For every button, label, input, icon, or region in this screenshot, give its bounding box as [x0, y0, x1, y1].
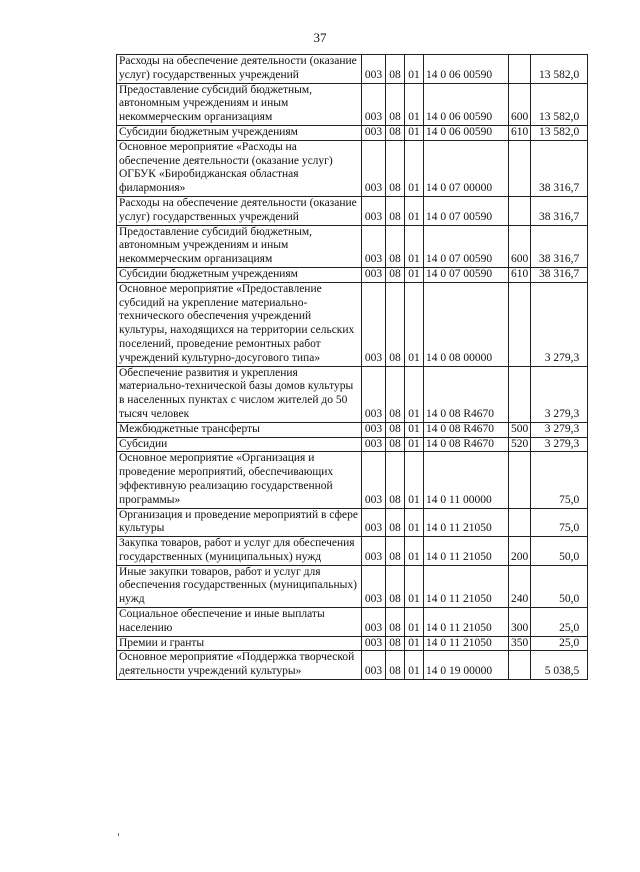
row-name-cell: Закупка товаров, работ и услуг для обеспечения государственных (муниципальных) нужд	[117, 537, 362, 566]
table-row	[117, 83, 588, 125]
target-article-cell: 14 0 19 00000	[424, 651, 509, 680]
expense-kind-cell	[509, 508, 531, 537]
row-name-cell: Иные закупки товаров, работ и услуг для обеспечения государственных (муниципальных) нужд	[117, 565, 362, 607]
subsection-cell: 01	[405, 565, 424, 607]
row-name-cell: Расходы на обеспечение деятельности (оказание услуг) государственных учреждений	[117, 55, 362, 84]
section-cell: 08	[386, 508, 405, 537]
amount-value: 3 279,3	[544, 407, 580, 420]
table-row	[117, 196, 588, 225]
amount-cell	[531, 651, 588, 680]
amount-cell	[531, 225, 588, 267]
table-row	[117, 565, 588, 607]
target-article-cell: 14 0 07 00000	[424, 140, 509, 196]
row-name-cell: Предоставление субсидий бюджетным, автономным учреждениям и иным некоммерческим организациям	[117, 83, 362, 125]
budget-table	[116, 54, 588, 680]
ministry-code-cell: 003	[362, 608, 386, 637]
row-name-cell: Субсидии бюджетным учреждениям	[117, 125, 362, 140]
amount-value: 3 279,3	[544, 422, 580, 435]
expense-kind-cell	[509, 452, 531, 508]
section-cell: 08	[386, 636, 405, 651]
page-number: 37	[313, 30, 327, 45]
amount-value: 3 279,3	[544, 351, 580, 364]
section-cell: 08	[386, 267, 405, 282]
row-name-cell: Предоставление субсидий бюджетным, автономным учреждениям и иным некоммерческим организациям	[117, 225, 362, 267]
amount-cell	[531, 55, 588, 84]
target-article-cell: 14 0 06 00590	[424, 125, 509, 140]
section-cell: 08	[386, 140, 405, 196]
amount-value: 38 316,7	[539, 210, 580, 223]
amount-value: 5 038,5	[544, 665, 580, 678]
table-row	[117, 125, 588, 140]
target-article-cell: 14 0 11 21050	[424, 565, 509, 607]
amount-cell	[531, 196, 588, 225]
subsection-cell: 01	[405, 437, 424, 452]
row-name-cell: Межбюджетные трансферты	[117, 422, 362, 437]
section-cell: 08	[386, 55, 405, 84]
ministry-code-cell: 003	[362, 422, 386, 437]
subsection-cell: 01	[405, 140, 424, 196]
expense-kind-cell	[509, 651, 531, 680]
row-name-cell: Премии и гранты	[117, 636, 362, 651]
amount-cell	[531, 508, 588, 537]
section-cell: 08	[386, 196, 405, 225]
target-article-cell: 14 0 08 R4670	[424, 422, 509, 437]
section-cell: 08	[386, 125, 405, 140]
row-name-cell: Организация и проведение мероприятий в сфере культуры	[117, 508, 362, 537]
subsection-cell: 01	[405, 651, 424, 680]
amount-cell	[531, 267, 588, 282]
scan-mark	[118, 833, 119, 836]
row-name-cell: Обеспечение развития и укрепления материально-технической базы домов культуры в населенных пунктах с числом жителей до 50 тысяч человек	[117, 366, 362, 422]
amount-value: 25,0	[559, 636, 580, 649]
amount-value: 13 582,0	[539, 68, 580, 81]
section-cell: 08	[386, 83, 405, 125]
subsection-cell: 01	[405, 537, 424, 566]
amount-cell	[531, 537, 588, 566]
subsection-cell: 01	[405, 422, 424, 437]
row-name-cell: Основное мероприятие «Предоставление субсидий на укрепление материально-технического обеспечения учреждений культуры, находящихся на территории сельских поселений, проведение ремонтных работ учреждений культурно-досугового типа»	[117, 282, 362, 366]
table-row	[117, 140, 588, 196]
amount-cell	[531, 437, 588, 452]
subsection-cell: 01	[405, 55, 424, 84]
row-name-cell: Расходы на обеспечение деятельности (оказание услуг) государственных учреждений	[117, 196, 362, 225]
table-row	[117, 267, 588, 282]
section-cell: 08	[386, 225, 405, 267]
target-article-cell: 14 0 06 00590	[424, 83, 509, 125]
section-cell: 08	[386, 537, 405, 566]
table-row	[117, 608, 588, 637]
target-article-cell: 14 0 08 R4670	[424, 437, 509, 452]
ministry-code-cell: 003	[362, 366, 386, 422]
expense-kind-cell: 520	[509, 437, 531, 452]
ministry-code-cell: 003	[362, 537, 386, 566]
section-cell: 08	[386, 651, 405, 680]
ministry-code-cell: 003	[362, 651, 386, 680]
amount-cell	[531, 282, 588, 366]
expense-kind-cell	[509, 140, 531, 196]
subsection-cell: 01	[405, 608, 424, 637]
target-article-cell: 14 0 11 21050	[424, 537, 509, 566]
ministry-code-cell: 003	[362, 267, 386, 282]
ministry-code-cell: 003	[362, 55, 386, 84]
ministry-code-cell: 003	[362, 565, 386, 607]
table-row	[117, 437, 588, 452]
budget-table-body	[117, 55, 588, 680]
section-cell: 08	[386, 282, 405, 366]
row-name-cell: Основное мероприятие «Расходы на обеспечение деятельности (оказание услуг) ОГБУК «Биробиджанская областная филармония»	[117, 140, 362, 196]
amount-value: 38 316,7	[539, 182, 580, 195]
amount-cell	[531, 452, 588, 508]
amount-cell	[531, 366, 588, 422]
ministry-code-cell: 003	[362, 636, 386, 651]
row-name-cell: Субсидии бюджетным учреждениям	[117, 267, 362, 282]
section-cell: 08	[386, 452, 405, 508]
expense-kind-cell: 500	[509, 422, 531, 437]
subsection-cell: 01	[405, 196, 424, 225]
target-article-cell: 14 0 11 00000	[424, 452, 509, 508]
subsection-cell: 01	[405, 267, 424, 282]
amount-value: 75,0	[559, 522, 580, 535]
ministry-code-cell: 003	[362, 225, 386, 267]
expense-kind-cell	[509, 196, 531, 225]
table-row	[117, 225, 588, 267]
subsection-cell: 01	[405, 366, 424, 422]
expense-kind-cell: 610	[509, 125, 531, 140]
section-cell: 08	[386, 366, 405, 422]
amount-value: 13 582,0	[539, 111, 580, 124]
ministry-code-cell: 003	[362, 83, 386, 125]
subsection-cell: 01	[405, 125, 424, 140]
row-name-cell: Основное мероприятие «Поддержка творческой деятельности учреждений культуры»	[117, 651, 362, 680]
subsection-cell: 01	[405, 636, 424, 651]
target-article-cell: 14 0 08 R4670	[424, 366, 509, 422]
ministry-code-cell: 003	[362, 282, 386, 366]
table-row	[117, 422, 588, 437]
table-row	[117, 55, 588, 84]
row-name-cell: Субсидии	[117, 437, 362, 452]
ministry-code-cell: 003	[362, 508, 386, 537]
expense-kind-cell	[509, 282, 531, 366]
table-row	[117, 537, 588, 566]
target-article-cell: 14 0 08 00000	[424, 282, 509, 366]
expense-kind-cell: 600	[509, 83, 531, 125]
amount-cell	[531, 125, 588, 140]
expense-kind-cell: 610	[509, 267, 531, 282]
ministry-code-cell: 003	[362, 140, 386, 196]
amount-cell	[531, 565, 588, 607]
ministry-code-cell: 003	[362, 437, 386, 452]
table-row	[117, 282, 588, 366]
target-article-cell: 14 0 06 00590	[424, 55, 509, 84]
amount-cell	[531, 83, 588, 125]
amount-value: 13 582,0	[539, 125, 580, 138]
expense-kind-cell: 300	[509, 608, 531, 637]
amount-cell	[531, 636, 588, 651]
row-name-cell: Социальное обеспечение и иные выплаты населению	[117, 608, 362, 637]
target-article-cell: 14 0 11 21050	[424, 636, 509, 651]
amount-value: 38 316,7	[539, 253, 580, 266]
subsection-cell: 01	[405, 83, 424, 125]
amount-cell	[531, 608, 588, 637]
section-cell: 08	[386, 565, 405, 607]
expense-kind-cell: 200	[509, 537, 531, 566]
target-article-cell: 14 0 07 00590	[424, 225, 509, 267]
ministry-code-cell: 003	[362, 452, 386, 508]
table-row	[117, 636, 588, 651]
expense-kind-cell: 350	[509, 636, 531, 651]
table-row	[117, 651, 588, 680]
amount-value: 25,0	[559, 621, 580, 634]
table-row	[117, 452, 588, 508]
section-cell: 08	[386, 437, 405, 452]
amount-value: 3 279,3	[544, 437, 580, 450]
section-cell: 08	[386, 422, 405, 437]
target-article-cell: 14 0 07 00590	[424, 267, 509, 282]
expense-kind-cell: 240	[509, 565, 531, 607]
target-article-cell: 14 0 07 00590	[424, 196, 509, 225]
subsection-cell: 01	[405, 225, 424, 267]
expense-kind-cell: 600	[509, 225, 531, 267]
target-article-cell: 14 0 11 21050	[424, 608, 509, 637]
table-row	[117, 508, 588, 537]
amount-cell	[531, 140, 588, 196]
amount-cell	[531, 422, 588, 437]
expense-kind-cell	[509, 366, 531, 422]
ministry-code-cell: 003	[362, 125, 386, 140]
section-cell: 08	[386, 608, 405, 637]
row-name-cell: Основное мероприятие «Организация и проведение мероприятий, обеспечивающих эффективную реализацию государственной программы»	[117, 452, 362, 508]
amount-value: 50,0	[559, 593, 580, 606]
table-row	[117, 366, 588, 422]
ministry-code-cell: 003	[362, 196, 386, 225]
expense-kind-cell	[509, 55, 531, 84]
amount-value: 50,0	[559, 550, 580, 563]
subsection-cell: 01	[405, 282, 424, 366]
amount-value: 75,0	[559, 493, 580, 506]
amount-value: 38 316,7	[539, 267, 580, 280]
subsection-cell: 01	[405, 508, 424, 537]
target-article-cell: 14 0 11 21050	[424, 508, 509, 537]
subsection-cell: 01	[405, 452, 424, 508]
